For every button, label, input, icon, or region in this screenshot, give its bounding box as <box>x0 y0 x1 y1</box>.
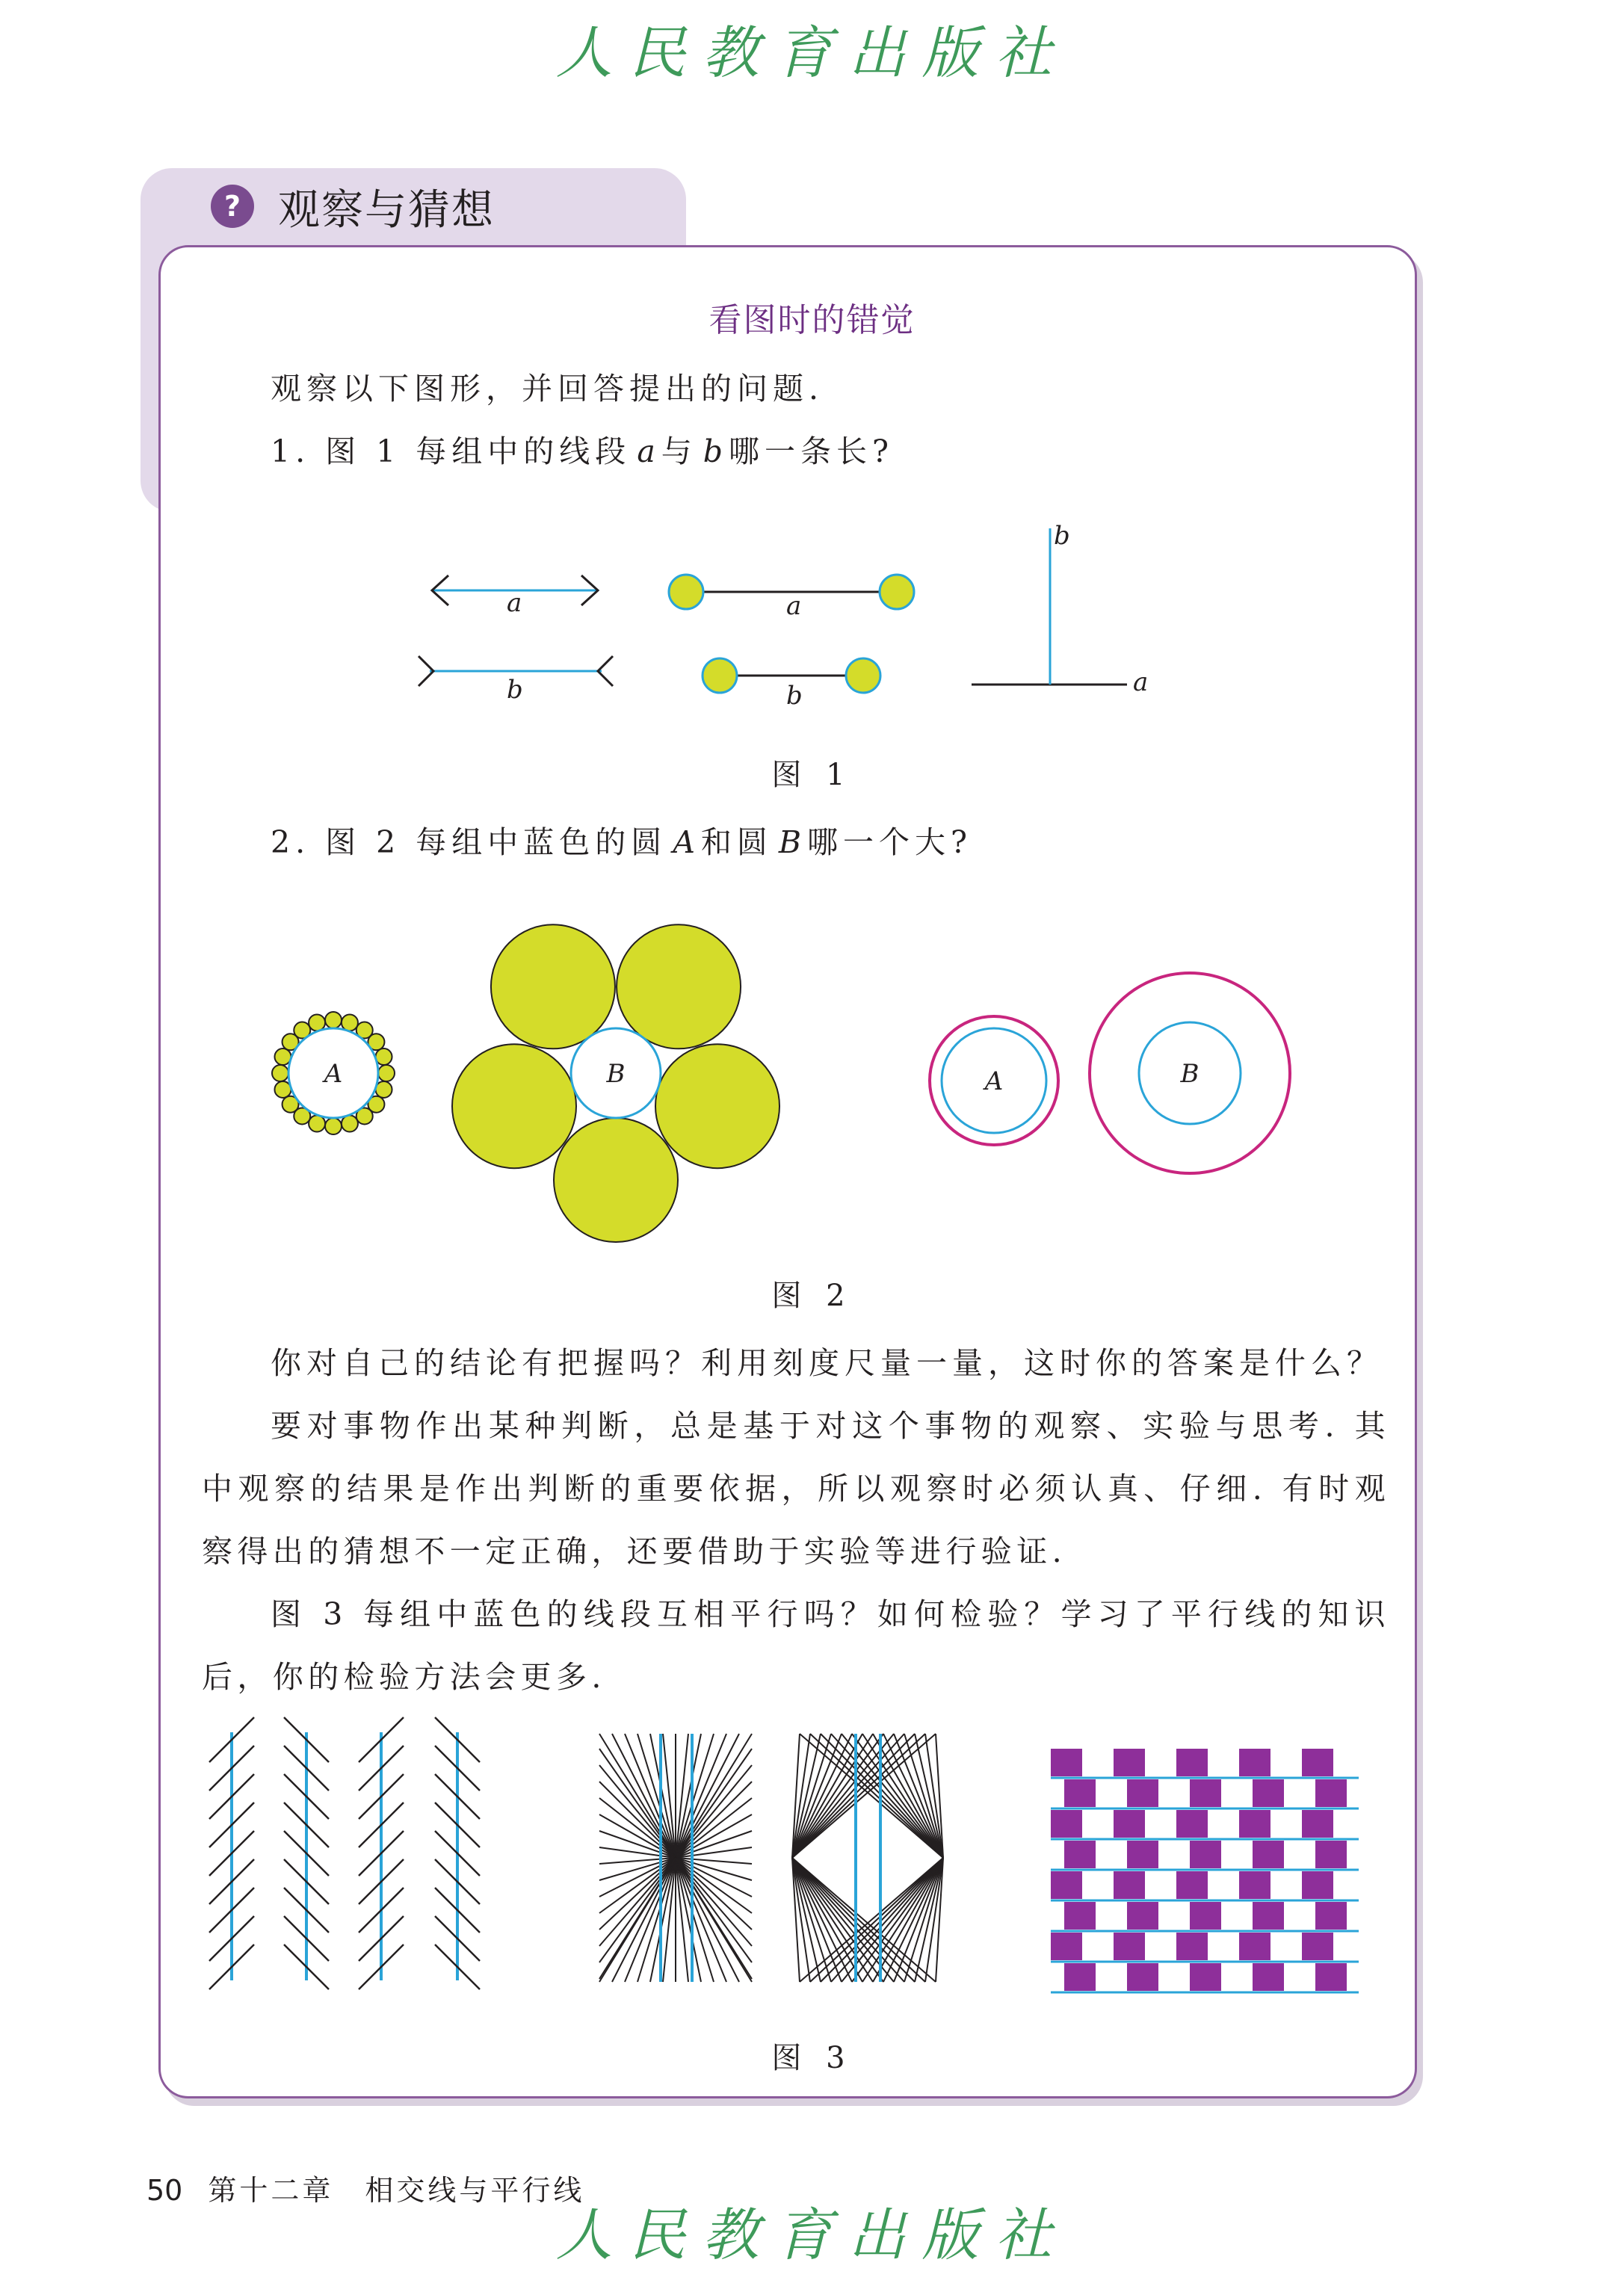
fig3-ray-line <box>800 1858 943 1982</box>
fig3-tile <box>1064 1902 1096 1930</box>
fig3-ray-line <box>873 1734 943 1858</box>
figure-3-caption: 图 3 <box>771 2041 853 2075</box>
fig3-tile <box>1051 1810 1082 1838</box>
fig3-tile <box>1315 1963 1347 1991</box>
fig3-hering-group <box>599 1734 752 1982</box>
fig3-tile <box>1239 1810 1271 1838</box>
fig3-tile <box>1253 1779 1284 1807</box>
fig3-tile <box>1064 1963 1096 1991</box>
publisher-watermark-bottom: 人民教育出版社 <box>555 2202 1069 2268</box>
fig1-label-a: a <box>1133 667 1149 697</box>
fig3-ray-line <box>800 1734 943 1858</box>
fig3-tile <box>1315 1779 1347 1807</box>
chapter-title: 第十二章 相交线与平行线 <box>208 2174 585 2207</box>
fig3-tile <box>1239 1749 1271 1776</box>
fig3-tile <box>1176 1749 1208 1776</box>
fig3-ray-line <box>792 1858 915 1982</box>
paragraph-2: 要对事物作出某种判断，总是基于对这个事物的观察、实验与思考. 其中观察的结果是作出判断的重要依据，所以观察时必须认真、仔细. 有时观察得出的猜想不一定正确，还要借助于实验等进行验证. <box>202 1408 1390 1569</box>
fig3-tile <box>1253 1841 1284 1868</box>
fig3-tile <box>1051 1871 1082 1899</box>
fig3-ray-line <box>873 1858 943 1982</box>
fig2-label-b: B <box>1180 1059 1200 1089</box>
fig3-tile <box>1253 1963 1284 1991</box>
fig1-label-a: a <box>507 588 522 618</box>
fig3-tile <box>1315 1841 1347 1868</box>
fig3-tile <box>1190 1963 1221 1991</box>
fig3-tile <box>1302 1810 1333 1838</box>
fig3-wundt-group <box>792 1734 943 1982</box>
fig3-ray-line <box>792 1858 862 1982</box>
fig3-tile <box>1239 1871 1271 1899</box>
fig3-tile <box>1114 1749 1145 1776</box>
fig3-tile <box>1302 1871 1333 1899</box>
fig3-tile <box>1127 1963 1158 1991</box>
section-title: 观察与猜想 <box>278 186 495 235</box>
figure-1-caption: 图 1 <box>771 758 853 792</box>
fig3-cafe-wall-group <box>1051 1749 1359 1992</box>
fig1-label-b: b <box>507 675 523 705</box>
fig3-tile <box>1239 1933 1271 1960</box>
question-2: 2. 图 2 每组中蓝色的圆 A 和圆 B 哪一个大? <box>271 824 973 860</box>
fig1-label-a: a <box>786 591 802 621</box>
publisher-watermark-top: 人民教育出版社 <box>555 19 1069 86</box>
question-icon: ? <box>211 185 254 228</box>
fig3-tile <box>1302 1933 1333 1960</box>
fig3-tile <box>1302 1749 1333 1776</box>
fig1-label-b: b <box>786 681 803 711</box>
fig3-tile <box>1127 1841 1158 1868</box>
fig3-tile <box>1253 1902 1284 1930</box>
fig3-tile <box>1190 1841 1221 1868</box>
question-1: 1. 图 1 每组中的线段 a 与 b 哪一条长? <box>271 433 894 469</box>
fig3-ray-line <box>792 1734 862 1858</box>
fig1-label-b: b <box>1054 521 1070 551</box>
figure-2-caption: 图 2 <box>771 1279 853 1313</box>
fig3-tile <box>1051 1749 1082 1776</box>
fig3-tile <box>1176 1871 1208 1899</box>
fig2-label-a: A <box>324 1059 343 1089</box>
paragraph-3: 图 3 每组中蓝色的线段互相平行吗？如何检验？学习了平行线的知识后，你的检验方法会更多. <box>202 1596 1390 1695</box>
fig3-tile <box>1127 1902 1158 1930</box>
fig3-tile <box>1114 1810 1145 1838</box>
fig3-tile <box>1190 1779 1221 1807</box>
fig2-label-b: B <box>606 1059 626 1089</box>
fig2-label-a: A <box>984 1066 1004 1096</box>
intro-text: 观察以下图形，并回答提出的问题. <box>271 371 824 407</box>
fig3-ray-line <box>792 1858 873 1982</box>
panel-title: 看图时的错觉 <box>708 301 916 339</box>
page-number: 50 <box>146 2174 183 2207</box>
fig3-ray-line <box>792 1734 873 1858</box>
fig3-tile <box>1176 1810 1208 1838</box>
fig3-tile <box>1114 1933 1145 1960</box>
fig3-ray-line <box>862 1858 943 1982</box>
fig3-tile <box>1051 1933 1082 1960</box>
fig3-tile <box>1315 1902 1347 1930</box>
fig3-tile <box>1176 1933 1208 1960</box>
fig3-ray-line <box>862 1734 943 1858</box>
fig3-ray-line <box>792 1734 936 1858</box>
fig3-tile <box>1114 1871 1145 1899</box>
fig3-tile <box>1064 1841 1096 1868</box>
fig3-ray-line <box>792 1858 936 1982</box>
paragraph-1: 你对自己的结论有把握吗？利用刻度尺量一量，这时你的答案是什么？ <box>271 1345 1383 1381</box>
fig3-tile <box>1064 1779 1096 1807</box>
fig3-tile <box>1190 1902 1221 1930</box>
fig3-tile <box>1127 1779 1158 1807</box>
fig3-ray-line <box>792 1734 915 1858</box>
fig3-zollner-group <box>209 1717 480 1989</box>
